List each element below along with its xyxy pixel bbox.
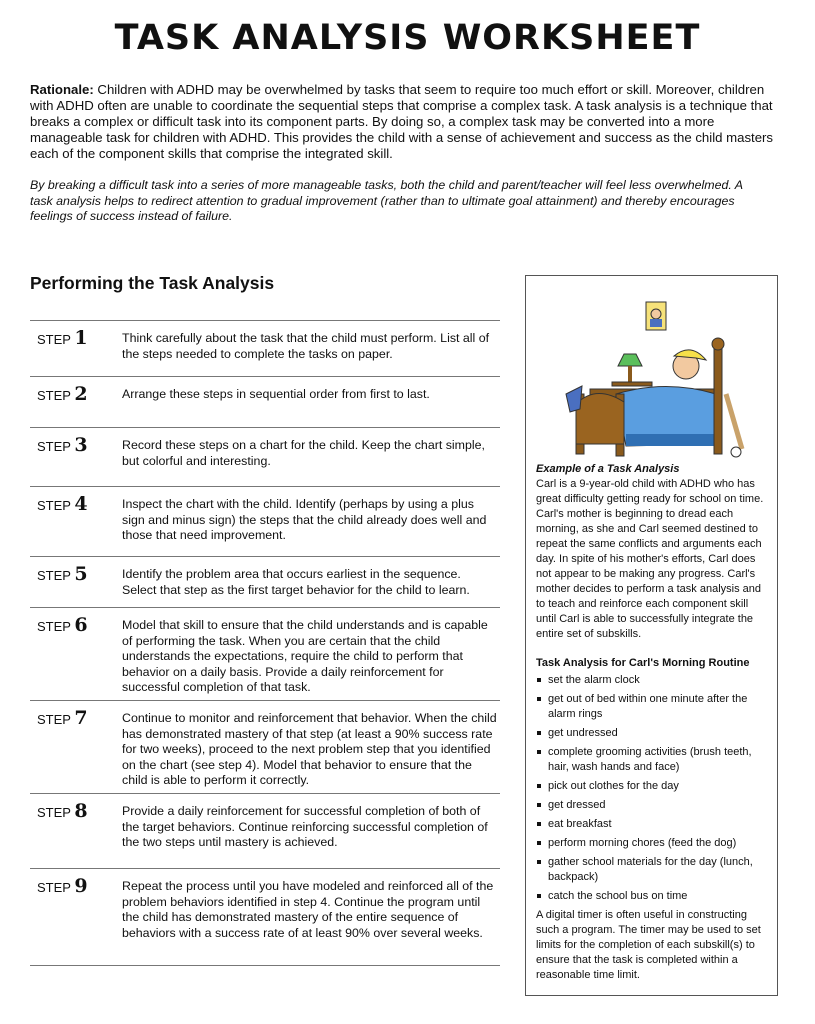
example-sidebar (525, 275, 778, 996)
step-row (30, 701, 500, 794)
rationale-paragraph (30, 82, 782, 162)
step-number: 8 (74, 800, 88, 822)
step-label (37, 800, 88, 822)
example-text: Carl is a 9-year-old child with ADHD who has great difficulty getting ready for school on time. Carl's mother is beginning to dread each morning, as she and Carl seemed destined to repeat the same conflicts and arguments each day. In spite of his mother's efforts, Carl does not appear to be making any progress. Carl's mother decides to perform a task analysis and to teach and reinforce each component skill until Carl is able to successfully integrate the entire set of subskills. (536, 478, 764, 640)
rationale-label: Rationale: (30, 82, 94, 97)
routine-item: complete grooming activities (brush teeth, hair, wash hands and face) (536, 745, 771, 775)
step-word: STEP (37, 712, 71, 727)
step-word: STEP (37, 439, 71, 454)
routine-item: get out of bed within one minute after the alarm rings (536, 692, 771, 722)
step-text: Identify the problem area that occurs earliest in the sequence. Select that step as the first target behavior for the child to learn. (122, 567, 470, 597)
step-word: STEP (37, 805, 71, 820)
step-number: 5 (74, 563, 88, 585)
step-number: 3 (74, 434, 88, 456)
step-label (37, 563, 88, 585)
step-row (30, 869, 500, 966)
step-row (30, 377, 500, 428)
routine-item: eat breakfast (536, 817, 771, 832)
step-text: Record these steps on a chart for the child. Keep the chart simple, but colorful and interesting. (122, 438, 485, 468)
step-label (37, 707, 88, 729)
step-label (37, 493, 88, 515)
step-text: Inspect the chart with the child. Identify (perhaps by using a plus sign and minus sign) the steps that the child already does well and those that need improvement. (122, 497, 487, 542)
step-label (37, 434, 88, 456)
step-label (37, 875, 88, 897)
step-row (30, 557, 500, 608)
step-label (37, 614, 88, 636)
closing-text: A digital timer is often useful in constructing such a program. The timer may be used to set limits for the completion of each subskill(s) to ensure that the task is completed within a reasonable time limit. (536, 909, 761, 981)
example-heading: Example of a Task Analysis (536, 463, 680, 475)
step-number: 1 (74, 327, 88, 349)
step-number: 4 (74, 493, 88, 515)
routine-item: gather school materials for the day (lunch, backpack) (536, 855, 771, 885)
routine-heading: Task Analysis for Carl's Morning Routine (536, 657, 750, 669)
boy-in-bed-illustration (546, 294, 756, 464)
routine-item: pick out clothes for the day (536, 779, 771, 794)
step-row (30, 608, 500, 701)
step-number: 7 (74, 707, 88, 729)
step-text: Model that skill to ensure that the child understands and is capable of performing the task. When you are certain that the child understands the expectations, require the child to perform that behavior on a daily basis. Provide a daily reinforcement for successful completion of that task. (122, 618, 488, 694)
step-text: Arrange these steps in sequential order from first to last. (122, 387, 430, 401)
step-text: Continue to monitor and reinforcement that behavior. When the child has demonstrated mastery of that step (at least a 90% success rate for two weeks), proceed to the next problem step that you identified on the chart (see step 4). Model that behavior to ensure that the child is able to perform it correctly. (122, 711, 497, 787)
step-word: STEP (37, 619, 71, 634)
step-word: STEP (37, 568, 71, 583)
routine-item: get undressed (536, 726, 771, 741)
step-text: Repeat the process until you have modeled and reinforced all of the problem behaviors identified in step 4. Continue the program until the child has demonstrated mastery of the entire sequence of behaviors with a success rate of at least 90% over several weeks. (122, 879, 494, 940)
step-word: STEP (37, 332, 71, 347)
poster-icon (646, 302, 666, 330)
step-word: STEP (37, 388, 71, 403)
step-row (30, 428, 500, 487)
sidebar-body (536, 462, 771, 983)
section-heading: Performing the Task Analysis (30, 273, 275, 293)
step-label (37, 327, 88, 349)
step-number: 2 (74, 383, 88, 405)
steps-list (30, 320, 500, 966)
step-text: Think carefully about the task that the child must perform. List all of the steps needed to complete the tasks on paper. (122, 331, 490, 361)
step-word: STEP (37, 498, 71, 513)
intro-italic-paragraph: By breaking a difficult task into a series of more manageable tasks, both the child and parent/teacher will feel less overwhelmed. A task analysis helps to redirect attention to gradual improvement (rather than to ultimate goal attainment) and thereby encourages feelings of success instead of failure. (30, 178, 743, 223)
step-number: 9 (74, 875, 88, 897)
step-row (30, 794, 500, 869)
step-text: Provide a daily reinforcement for successful completion of both of the target behaviors. Continue reinforcing successful completion of the two steps until mastery is achieved. (122, 804, 488, 849)
page-title: TASK ANALYSIS WORKSHEET (114, 18, 701, 58)
routine-item: perform morning chores (feed the dog) (536, 836, 771, 851)
routine-item: get dressed (536, 798, 771, 813)
step-word: STEP (37, 880, 71, 895)
routine-item: catch the school bus on time (536, 889, 771, 904)
routine-item: set the alarm clock (536, 673, 771, 688)
rationale-text: Children with ADHD may be overwhelmed by tasks that seem to require too much effort or skill. Moreover, children with ADHD often are unable to coordinate the sequential steps that comprise a complex task. A task analysis is a technique that breaks a complex or difficult task into its component parts. By doing so, a complex task may be converted into a more manageable task for children with ADHD. This provides the child with a sense of achievement and success as the child masters each of the component skills that comprise the integrated skill. (30, 82, 774, 161)
step-row (30, 321, 500, 377)
routine-list (536, 673, 771, 904)
step-number: 6 (74, 614, 88, 636)
lamp-icon (612, 354, 652, 386)
step-row (30, 487, 500, 557)
step-label (37, 383, 88, 405)
